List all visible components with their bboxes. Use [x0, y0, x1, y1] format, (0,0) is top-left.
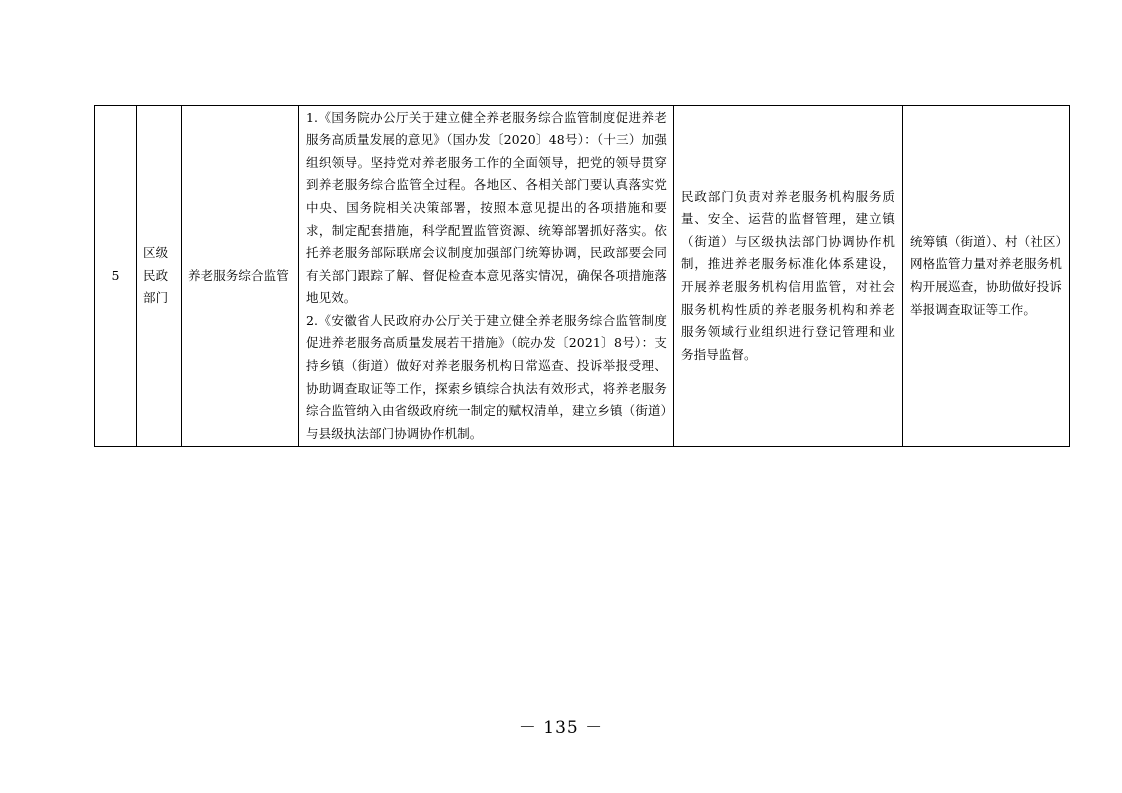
row-number: 5 [111, 267, 120, 283]
item-name: 养老服务综合监管 [188, 267, 289, 283]
basis-paragraph-1: 1.《国务院办公厅关于建立健全养老服务综合监管制度促进养老服务高质量发展的意见》（国办发〔2020〕48号）：（十三）加强组织领导。坚持党对养老服务工作的全面领导，把党的领导贯穿到养老服务综合监管全过程。各地区、各相关部门要认真落实党中央、国务院相关决策部署，按照本意见提出的各项措施和要求，制定配套措施，科学配置监管资源、统筹部署抓好落实。依托养老服务部际联席会议制度加强部门统筹协调，民政部要会同有关部门跟踪了解、督促检查本意见落实情况，确保各项措施落地见效。 [306, 109, 667, 306]
regulation-table [94, 105, 1070, 447]
page-number: － 135 － [518, 718, 604, 738]
responsibility-text: 民政部门负责对养老服务机构服务质量、安全、运营的监督管理，建立镇（街道）与区级执法部门协调协作机制，推进养老服务标准化体系建设，开展养老服务机构信用监管，对社会服务机构性质的养老服务机构和养老服务领域行业组织进行登记管理和业务指导监督。 [681, 188, 895, 362]
item-cell [182, 106, 299, 447]
row-number-cell [95, 106, 137, 447]
department-cell [137, 106, 182, 447]
basis-paragraph-2: 2.《安徽省人民政府办公厅关于建立健全养老服务综合监管制度促进养老服务高质量发展若干措施》（皖办发〔2021〕8号）：支持乡镇（街道）做好对养老服务机构日常巡查、投诉举报受理、协助调查取证等工作，探索乡镇综合执法有效形式，将养老服务综合监管纳入由省级政府统一制定的赋权清单，建立乡镇（街道）与县级执法部门协调协作机制。 [306, 312, 667, 441]
department-name: 区级 民政 部门 [143, 245, 169, 306]
cooperation-cell [903, 106, 1070, 447]
table-row [95, 106, 1070, 447]
cooperation-text: 统筹镇（街道）、村（社区）网格监管力量对养老服务机构开展巡查，协助做好投诉举报调查取证等工作。 [910, 233, 1062, 317]
basis-cell [299, 106, 674, 447]
responsibility-cell [674, 106, 903, 447]
